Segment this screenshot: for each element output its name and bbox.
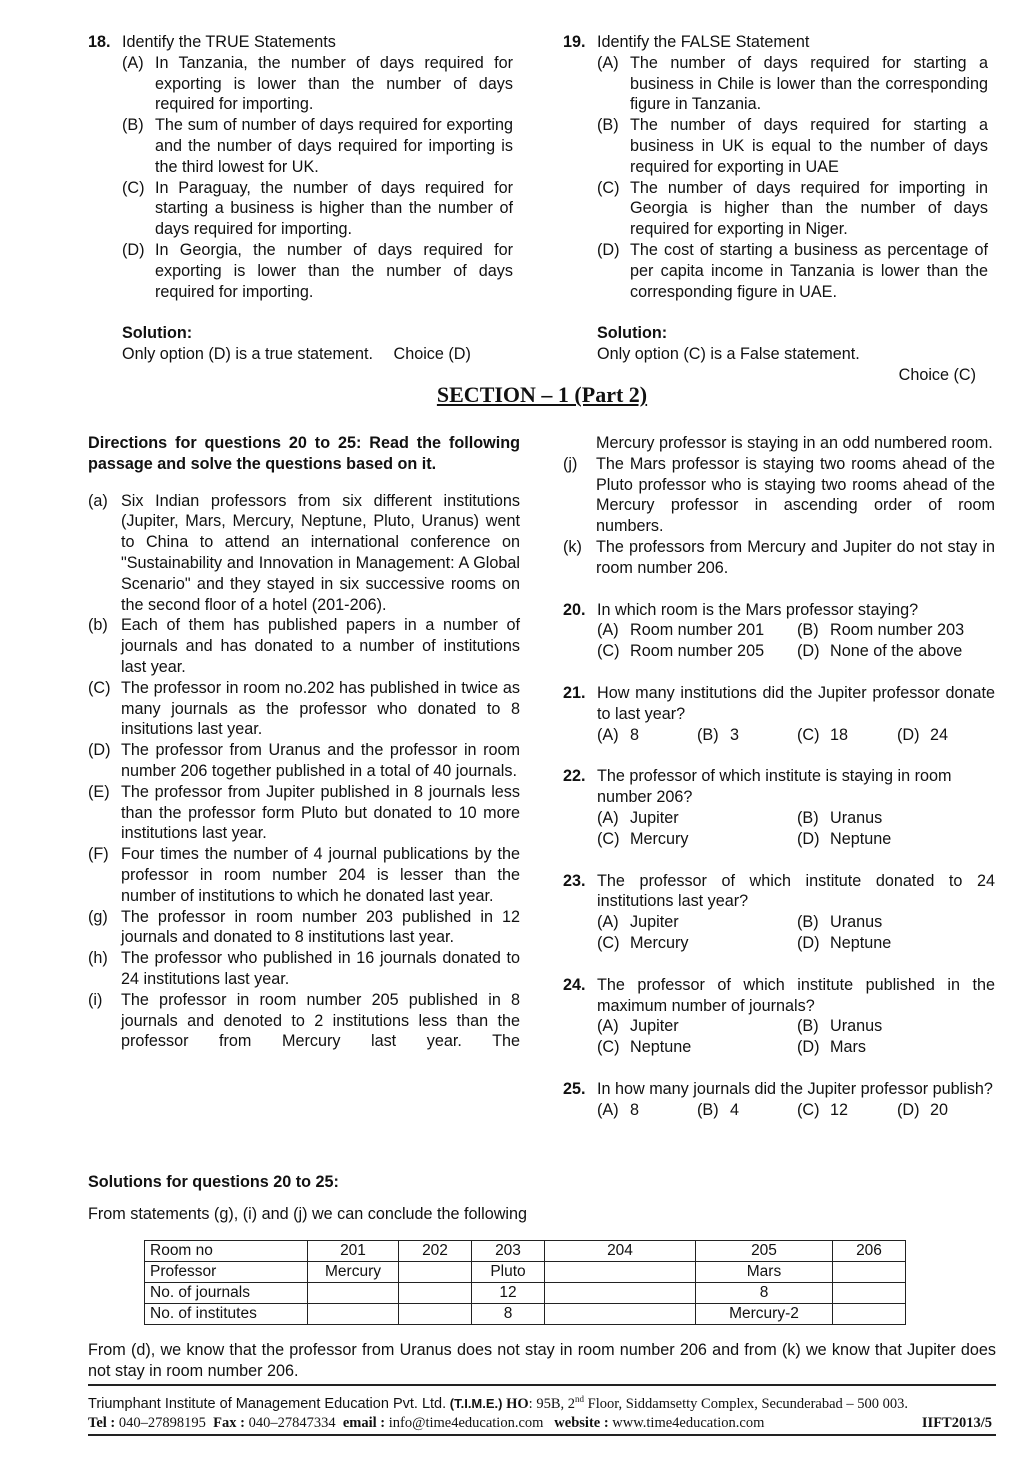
- options: [563, 912, 995, 954]
- option-label: (B): [697, 725, 719, 744]
- statement-label: (b): [88, 616, 108, 635]
- option-text: Jupiter: [630, 1017, 679, 1036]
- option-a: [597, 912, 797, 933]
- question-22: [563, 766, 995, 849]
- option-d: [797, 641, 997, 662]
- option-label: (D): [797, 933, 820, 952]
- statement-label: (k): [563, 537, 582, 556]
- option-text: 18: [830, 725, 849, 744]
- table-cell: 12: [472, 1283, 545, 1304]
- ho-label: HO: [506, 1395, 529, 1412]
- table-cell: [308, 1283, 399, 1304]
- question-number: 23.: [563, 871, 586, 890]
- email-label: email :: [342, 1415, 386, 1431]
- table-cell: [833, 1262, 906, 1283]
- option-d: [797, 829, 997, 850]
- question-number: 25.: [563, 1079, 586, 1098]
- option-b: [797, 808, 997, 829]
- option-c: [597, 933, 797, 954]
- solution-heading: Solution:: [122, 324, 193, 343]
- solution-text: Only option (D) is a true statement.: [122, 345, 374, 364]
- option-c: [797, 725, 897, 746]
- table-cell: No. of institutes: [145, 1304, 308, 1325]
- question-text: In which room is the Mars professor staying?: [597, 600, 919, 619]
- option-label: (B): [797, 808, 819, 827]
- option-b: [122, 115, 513, 177]
- statement-i-continued: [563, 433, 995, 454]
- option-label: (B): [797, 913, 819, 932]
- table-cell: Room no: [145, 1241, 308, 1262]
- option-label: (C): [797, 1100, 820, 1119]
- statement-text: The professor in room no.202 has published in twice as many journals as the professor who donated to 8 insitutions last year.: [121, 678, 520, 739]
- option-label: (B): [797, 1017, 819, 1036]
- fax: 040–27847334: [248, 1415, 336, 1431]
- option-label: (B): [797, 621, 819, 640]
- question-25: [563, 1079, 995, 1121]
- option-text: The number of days required for starting a business in Chile is lower than the corresponding figure in Tanzania.: [630, 53, 988, 114]
- option-a: [597, 808, 797, 829]
- question-text: The professor of which institute donated to 24 institutions last year?: [597, 871, 995, 911]
- table-row: [145, 1304, 906, 1325]
- option-text: 8: [630, 725, 640, 744]
- option-label: (D): [797, 829, 820, 848]
- option-b: [797, 912, 997, 933]
- statement-i: [88, 990, 520, 1052]
- statement-label: (D): [88, 741, 111, 760]
- statement-text: The professor who published in 16 journals donated to 24 institutions last year.: [121, 949, 520, 988]
- table-cell: 205: [696, 1241, 833, 1262]
- option-text: Room number 203: [830, 621, 965, 640]
- option-text: 8: [630, 1100, 640, 1119]
- option-c: [122, 178, 513, 240]
- option-label: (A): [597, 621, 619, 640]
- option-text: 3: [730, 725, 740, 744]
- options: [563, 808, 995, 850]
- option-label: (D): [897, 725, 920, 744]
- table-row: [145, 1283, 906, 1304]
- option-b: [797, 620, 997, 641]
- table-cell: [833, 1304, 906, 1325]
- option-d: [597, 240, 988, 302]
- table-cell: [308, 1304, 399, 1325]
- question-19: [563, 32, 988, 386]
- option-a: [597, 1016, 797, 1037]
- option-text: The number of days required for importing in Georgia is higher than the number of days required for exporting in Niger.: [630, 178, 988, 239]
- solution-text: Only option (C) is a False statement.: [597, 345, 860, 364]
- option-text: None of the above: [830, 642, 963, 661]
- options: [563, 620, 995, 662]
- question-text: In how many journals did the Jupiter professor publish?: [597, 1079, 993, 1098]
- address-pre: : 95B, 2: [528, 1395, 575, 1412]
- table-cell: [399, 1304, 472, 1325]
- option-d: [797, 1037, 997, 1058]
- option-text: Uranus: [830, 1017, 883, 1036]
- statement-c: [88, 678, 520, 740]
- table-cell: Pluto: [472, 1262, 545, 1283]
- option-label: (D): [797, 1038, 820, 1057]
- statement-text: The professor from Jupiter published in 8 journals less than the professor form Pluto but donated to 10 more institutions last year.: [121, 782, 520, 843]
- statement-d: [88, 740, 520, 782]
- table-cell: 201: [308, 1241, 399, 1262]
- statement-label: (j): [563, 454, 578, 473]
- option-b: [697, 1100, 797, 1121]
- option-label: (B): [697, 1100, 719, 1119]
- option-label: (A): [597, 725, 619, 744]
- website-label: website :: [554, 1415, 609, 1431]
- question-19-stem: [563, 32, 988, 53]
- question-number: 19.: [563, 33, 586, 51]
- statement-e: [88, 782, 520, 844]
- options: [563, 725, 995, 746]
- table-cell: [545, 1304, 696, 1325]
- option-a: [597, 53, 988, 115]
- option-a: [597, 725, 697, 746]
- question-18: [88, 32, 513, 365]
- section-title: SECTION – 1 (Part 2): [436, 382, 648, 407]
- option-text: Mercury: [630, 829, 689, 848]
- option-text: In Tanzania, the number of days required for exporting is lower than the number of days required for importing.: [155, 53, 513, 114]
- option-text: 4: [730, 1100, 740, 1119]
- footer-bottom-rule: [88, 1434, 996, 1436]
- footer-address-line: [88, 1389, 996, 1415]
- table-cell: No. of journals: [145, 1283, 308, 1304]
- table-cell: [399, 1283, 472, 1304]
- statement-text: The professors from Mercury and Jupiter do not stay in room number 206.: [596, 537, 995, 577]
- solutions-conclusion: From (d), we know that the professor from Uranus does not stay in room number 206 and from (k) we know that Jupiter does not stay in room number 206.: [88, 1341, 996, 1380]
- table-cell: [545, 1262, 696, 1283]
- option-label: (C): [122, 178, 145, 197]
- footer-top-rule: [88, 1384, 996, 1386]
- question-23: [563, 871, 995, 954]
- statement-text: The professor from Uranus and the professor in room number 206 together published in a total of 40 journals.: [121, 741, 520, 780]
- option-c: [597, 1037, 797, 1058]
- question-stem: [563, 871, 995, 913]
- table-cell: Mercury-2: [696, 1304, 833, 1325]
- question-20: [563, 600, 995, 662]
- statement-label: (E): [88, 782, 110, 801]
- statement-label: (C): [88, 678, 111, 697]
- statement-text: Each of them has published papers in a number of journals and has donated to a number of institutions last year.: [121, 616, 520, 676]
- question-stem: [563, 600, 995, 621]
- company-abbr: (T.I.M.E.): [449, 1395, 503, 1411]
- option-label: (B): [122, 116, 144, 135]
- statement-text: Six Indian professors from six different institutions (Jupiter, Mars, Mercury, Neptune, Pluto, Uranus) went to China to attend an international conference on "Sustainability and Innovation in Management: A Global Scenario" and they stayed in six successive rooms on the second floor of a hotel (201-206).: [121, 491, 520, 614]
- table-cell: 8: [696, 1283, 833, 1304]
- option-b: [597, 115, 988, 177]
- option-text: 20: [930, 1100, 949, 1119]
- option-label: (A): [597, 1100, 619, 1119]
- page-reference: IIFT2013/5: [921, 1415, 992, 1431]
- option-text: 24: [930, 725, 949, 744]
- option-text: Room number 205: [630, 642, 765, 661]
- option-label: (A): [597, 808, 619, 827]
- option-a: [597, 1100, 697, 1121]
- option-label: (D): [122, 240, 145, 259]
- question-stem: [563, 975, 995, 1017]
- option-label: (D): [897, 1100, 920, 1119]
- question-text: The professor of which institute published in the maximum number of journals?: [597, 975, 995, 1015]
- option-text: Jupiter: [630, 808, 679, 827]
- option-d: [797, 933, 997, 954]
- option-text: Room number 201: [630, 621, 765, 640]
- statement-j: [563, 454, 995, 537]
- statement-f: [88, 844, 520, 906]
- solution-table: [144, 1240, 906, 1325]
- options: [563, 1100, 995, 1121]
- question-number: 21.: [563, 683, 586, 702]
- table-cell: 204: [545, 1241, 696, 1262]
- statement-text: Four times the number of 4 journal publications by the professor in room number 204 is lesser than the number of institutions to which he donated last year.: [121, 845, 520, 905]
- table-row: [145, 1241, 906, 1262]
- option-label: (B): [597, 116, 619, 135]
- option-text: 12: [830, 1100, 849, 1119]
- passage-right: [563, 433, 995, 1121]
- statement-h: [88, 948, 520, 990]
- tel: 040–27898195: [118, 1415, 206, 1431]
- passage-left: [88, 433, 520, 1052]
- option-label: (A): [597, 53, 619, 72]
- question-18-stem: [88, 32, 513, 53]
- option-label: (A): [122, 53, 144, 72]
- solution-choice: Choice (D): [393, 345, 471, 364]
- table-cell: Mercury: [308, 1262, 399, 1283]
- statement-label: (i): [88, 990, 103, 1009]
- options: [563, 1016, 995, 1058]
- directions: Directions for questions 20 to 25: Read the following passage and solve the questions based on it.: [88, 434, 520, 473]
- option-label: (A): [597, 1017, 619, 1036]
- option-d: [897, 725, 997, 746]
- question-text: The professor of which institute is staying in room number 206?: [597, 767, 952, 807]
- table-cell: 202: [399, 1241, 472, 1262]
- option-text: Uranus: [830, 808, 883, 827]
- option-c: [597, 641, 797, 662]
- fax-label: Fax :: [213, 1415, 245, 1431]
- table-cell: 203: [472, 1241, 545, 1262]
- option-text: Neptune: [830, 933, 892, 952]
- question-stem: [563, 766, 995, 808]
- company-name: Triumphant Institute of Management Education Pvt. Ltd.: [88, 1395, 447, 1412]
- question-text: How many institutions did the Jupiter professor donate to last year?: [597, 683, 995, 723]
- question-24: [563, 975, 995, 1058]
- statement-text: The professor in room number 203 published in 12 journals and donated to 8 institutions last year.: [121, 907, 520, 947]
- table-row: [145, 1262, 906, 1283]
- option-text: Neptune: [830, 829, 892, 848]
- statement-b: [88, 615, 520, 677]
- option-text: The number of days required for starting a business in UK is equal to the number of days required for exporting in UAE: [630, 116, 988, 176]
- option-text: Mars: [830, 1038, 866, 1057]
- footer-contact-line: [88, 1413, 996, 1434]
- solutions-heading: Solutions for questions 20 to 25:: [88, 1173, 339, 1191]
- table-cell: Professor: [145, 1262, 308, 1283]
- table-cell: Mars: [696, 1262, 833, 1283]
- option-c: [797, 1100, 897, 1121]
- tel-label: Tel :: [88, 1415, 116, 1431]
- option-d: [897, 1100, 997, 1121]
- statement-k: [563, 537, 995, 579]
- option-label: (C): [797, 725, 820, 744]
- solution-choice: Choice (C): [898, 365, 976, 384]
- table-cell: [399, 1262, 472, 1283]
- solution-heading: Solution:: [597, 324, 668, 343]
- option-label: (D): [797, 642, 820, 661]
- option-label: (C): [597, 933, 620, 952]
- solutions-intro: From statements (g), (i) and (j) we can conclude the following: [88, 1205, 528, 1223]
- table-cell: 8: [472, 1304, 545, 1325]
- option-text: Jupiter: [630, 913, 679, 932]
- option-label: (D): [597, 240, 620, 259]
- option-label: (C): [597, 642, 620, 661]
- question-number: 22.: [563, 767, 586, 786]
- option-text: Neptune: [630, 1038, 692, 1057]
- question-text: Identify the TRUE Statements: [122, 33, 336, 51]
- statement-g: [88, 907, 520, 949]
- question-text: Identify the FALSE Statement: [597, 33, 810, 51]
- option-b: [797, 1016, 997, 1037]
- statement-label: (a): [88, 491, 108, 510]
- statement-text: The professor in room number 205 published in 8 journals and denoted to 2 institutions less than the professor from Mercury last year. The: [121, 990, 520, 1051]
- option-text: Mercury: [630, 933, 689, 952]
- table-cell: [833, 1283, 906, 1304]
- option-text: In Paraguay, the number of days required for starting a business is higher than the number of days required for importing.: [155, 178, 513, 239]
- email-link[interactable]: info@time4education.com: [388, 1415, 544, 1431]
- option-c: [597, 829, 797, 850]
- question-number: 18.: [88, 33, 111, 51]
- statement-text: The Mars professor is staying two rooms ahead of the Pluto professor who is staying two rooms ahead of the Mercury professor in ascending order of room numbers.: [596, 454, 995, 536]
- statement-a: [88, 491, 520, 616]
- website-link[interactable]: www.time4education.com: [612, 1415, 765, 1431]
- question-21: [563, 683, 995, 745]
- table-cell: 206: [833, 1241, 906, 1262]
- option-text: The cost of starting a business as percentage of per capita income in Tanzania is lower than the corresponding figure in UAE.: [630, 240, 988, 301]
- solution-line: [88, 344, 513, 365]
- option-label: (A): [597, 913, 619, 932]
- option-label: (C): [597, 829, 620, 848]
- option-label: (C): [597, 1038, 620, 1057]
- option-b: [697, 725, 797, 746]
- question-stem: [563, 1079, 995, 1100]
- question-stem: [563, 683, 995, 725]
- statement-text: Mercury professor is staying in an odd numbered room.: [596, 434, 993, 452]
- option-label: (C): [597, 178, 620, 197]
- statement-label: (h): [88, 949, 108, 968]
- address-sup: nd: [575, 1394, 584, 1404]
- table-cell: [545, 1283, 696, 1304]
- option-text: In Georgia, the number of days required for exporting is lower than the number of days required for importing.: [155, 240, 513, 301]
- address-post: Floor, Siddamsetty Complex, Secunderabad – 500 003.: [584, 1395, 909, 1412]
- statement-label: (F): [88, 845, 109, 864]
- option-a: [597, 620, 797, 641]
- option-a: [122, 53, 513, 115]
- option-text: Uranus: [830, 913, 883, 932]
- option-c: [597, 178, 988, 240]
- statement-label: (g): [88, 907, 108, 926]
- question-number: 20.: [563, 600, 586, 619]
- option-d: [122, 240, 513, 302]
- option-text: The sum of number of days required for exporting and the number of days required for importing is the third lowest for UK.: [155, 116, 513, 176]
- question-number: 24.: [563, 975, 586, 994]
